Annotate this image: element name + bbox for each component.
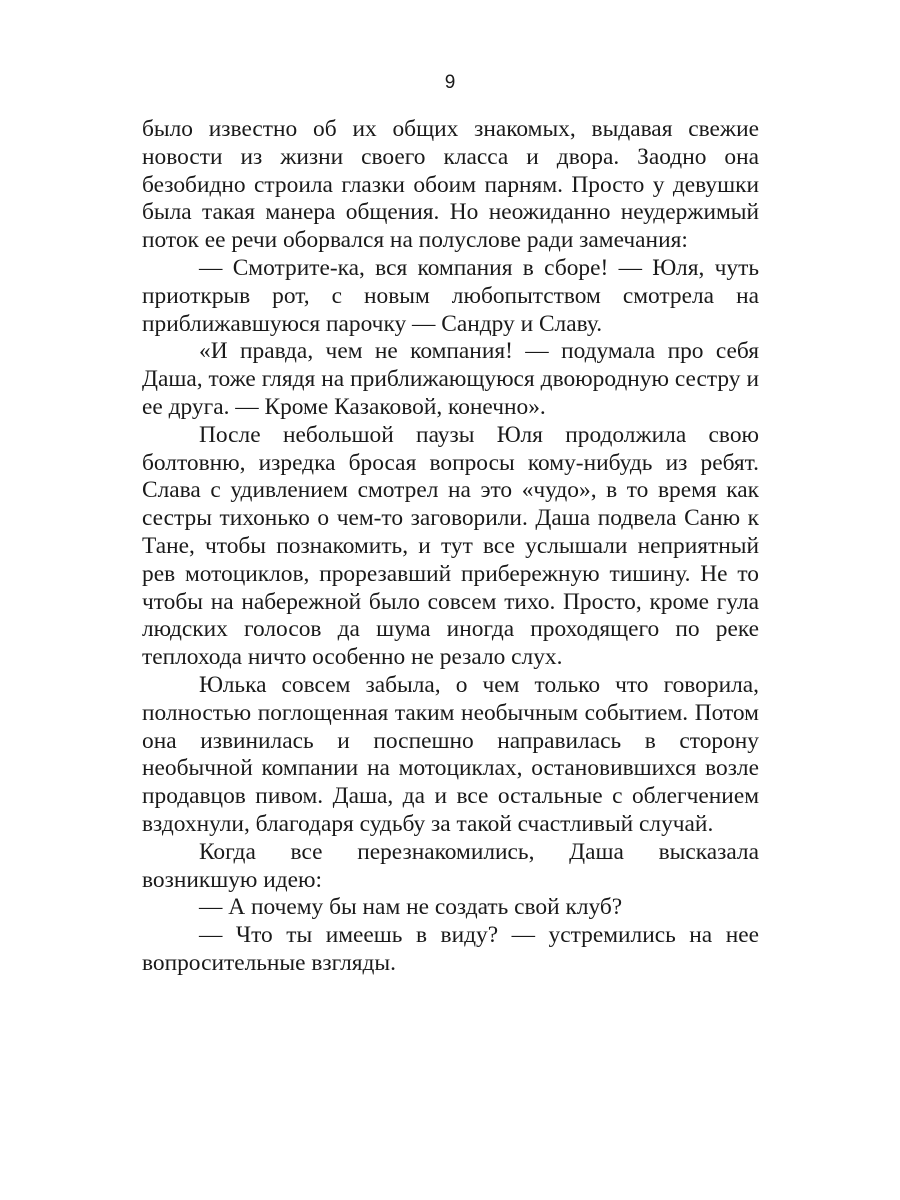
- paragraph-1: было известно об их общих знакомых, выдавая свежие новости из жизни своего класса и двора. Заодно она безобидно строила глазки обоим парням. Просто у девушки была такая манера общения. Но неожиданно неудержимый поток ее речи оборвался на полуслове ради замечания:: [142, 116, 759, 254]
- paragraph-3: «И правда, чем не компания! — подумала про себя Даша, тоже глядя на приближающуюся двоюродную сестру и ее друга. — Кроме Казаковой, конечно».: [142, 338, 759, 420]
- paragraph-6: Когда все перезнакомились, Даша высказала возникшую идею:: [142, 838, 759, 893]
- page-number: 9: [444, 72, 456, 93]
- paragraph-4: После небольшой паузы Юля продолжила свою болтовню, изредка бросая вопросы кому-нибудь из ребят. Слава с удивлением смотрел на это «чудо», в то время как сестры тихонько о чем-то заговорили. Даша подвела Саню к Тане, чтобы познакомить, и тут все услышали неприятный рев мотоциклов, прорезавший прибережную тишину. Не то чтобы на набережной было совсем тихо. Просто, кроме гула людских голосов да шума иногда проходящего по реке теплохода ничто особенно не резало слух.: [142, 421, 759, 671]
- paragraph-5: Юлька совсем забыла, о чем только что говорила, полностью поглощенная таким необычным событием. Потом она извинилась и поспешно направилась в сторону необычной компании на мотоциклах, остановившихся возле продавцов пивом. Даша, да и все остальные с облегчением вздохнули, благодаря судьбу за такой счастливый случай.: [142, 671, 759, 837]
- body-text: [142, 116, 759, 978]
- paragraph-2: — Смотрите-ка, вся компания в сборе! — Юля, чуть приоткрыв рот, с новым любопытством смотрела на приближавшуюся парочку — Сандру и Славу.: [142, 254, 759, 337]
- paragraph-7: — А почему бы нам не создать свой клуб?: [199, 894, 623, 921]
- paragraph-8: — Что ты имеешь в виду? — устремились на нее вопросительные взгляды.: [142, 922, 759, 976]
